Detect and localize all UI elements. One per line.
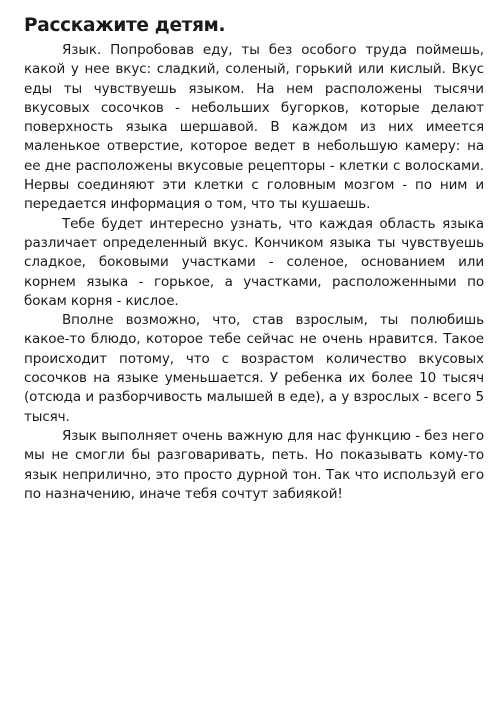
document-title: Расскажите детям. (24, 15, 226, 36)
paragraph-taste-buds-age: Вполне возможно, что, став взрослым, ты полюбишь какое-то блюдо, которое тебе сейчас не очень нравится. Такое происходит потому, что с возрастом количество вкусовых сосочков на языке уменьшается. У ребенка их более 10 тысяч (отсюда и разборчивость малышей в еде), а у взрослых - всего 5 тысяч. (24, 312, 484, 425)
paragraph-tongue-intro: Язык. Попробовав еду, ты без особого труда поймешь, какой у нее вкус: сладкий, соленый, горький или кислый. Вкус еды ты чувствуешь языком. На нем расположены тысячи вкусовых сосочков - небольших бугорков, которые делают поверхность языка шершавой. В каждом из них имеется маленькое отверстие, которое ведет в небольшую камеру: на ее дне расположены вкусовые рецепторы - клетки с волосками. Нервы соединяют эти клетки с головным мозгом - по ним и передается информация о том, что ты кушаешь. (24, 42, 484, 213)
paragraph-tongue-function: Язык выполняет очень важную для нас функцию - без него мы не смогли бы разговаривать, петь. Но показывать кому-то язык неприлично, это просто дурной тон. Так что используй его по назначению, иначе тебя сочтут забиякой! (24, 427, 484, 502)
paragraph-taste-zones: Тебе будет интересно узнать, что каждая область языка различает определенный вкус. Кончиком языка ты чувствуешь сладкое, боковыми участками - соленое, основанием или корнем языка - горькое, а участками, расположенными по бокам корня - кислое. (24, 215, 484, 309)
